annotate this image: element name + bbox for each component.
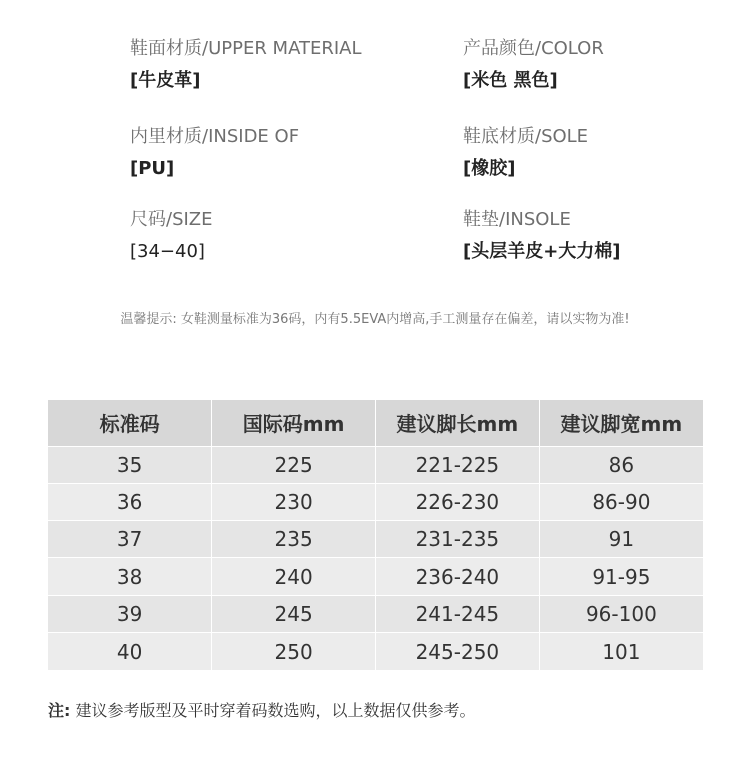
table-cell: 236-240 — [376, 558, 540, 595]
spec-color — [463, 37, 750, 93]
table-cell: 91 — [539, 521, 703, 558]
table-row — [48, 633, 703, 670]
table-cell: 241-245 — [376, 595, 540, 632]
size-table — [48, 400, 703, 670]
spec-label: 鞋底材质/SOLE — [463, 126, 589, 147]
table-cell: 40 — [116, 639, 143, 664]
header-standard-size: 标准码 — [99, 412, 160, 437]
table-cell: 226-230 — [376, 483, 540, 520]
table-row — [48, 558, 703, 595]
spec-value: [34−40] — [130, 241, 205, 262]
spec-label: 鞋垫/INSOLE — [463, 209, 571, 230]
table-cell: 36 — [116, 489, 143, 514]
table-cell: 35 — [116, 452, 143, 477]
header-intl-size: 国际码mm — [212, 400, 376, 446]
table-cell: 245-250 — [376, 633, 540, 670]
table-row — [48, 521, 703, 558]
warm-tip: 温馨提示: 女鞋测量标准为36码，内有5.5EVA内增高,手工测量存在偏差，请以实物为准! — [120, 312, 630, 327]
spec-label: 尺码/SIZE — [130, 209, 213, 230]
table-cell: 37 — [116, 527, 143, 552]
spec-size — [130, 208, 430, 264]
table-cell: 235 — [212, 521, 376, 558]
table-cell: 91-95 — [539, 558, 703, 595]
spec-value: [米色 黑色] — [463, 70, 558, 91]
table-cell: 96-100 — [539, 595, 703, 632]
spec-label: 内里材质/INSIDE OF — [130, 126, 300, 147]
table-cell: 230 — [212, 483, 376, 520]
footnote-text: 建议参考版型及平时穿着码数选购，以上数据仅供参考。 — [70, 701, 476, 720]
table-cell: 86-90 — [539, 483, 703, 520]
footnote — [48, 699, 476, 723]
spec-sole — [463, 125, 750, 181]
spec-value: [头层羊皮+大力棉] — [463, 241, 621, 262]
spec-inside — [130, 125, 430, 181]
table-cell: 38 — [116, 564, 143, 589]
footnote-prefix: 注: — [48, 701, 71, 720]
table-cell: 245 — [212, 595, 376, 632]
table-cell: 240 — [212, 558, 376, 595]
table-cell: 250 — [212, 633, 376, 670]
table-row — [48, 595, 703, 632]
spec-label: 产品颜色/COLOR — [463, 38, 604, 59]
spec-value: [PU] — [130, 158, 175, 179]
header-foot-length: 建议脚长mm — [376, 400, 540, 446]
spec-label: 鞋面材质/UPPER MATERIAL — [130, 38, 362, 59]
header-foot-width: 建议脚宽mm — [539, 400, 703, 446]
spec-value: [牛皮革] — [130, 70, 201, 91]
spec-value: [橡胶] — [463, 158, 516, 179]
spec-upper-material — [130, 37, 430, 93]
table-cell: 86 — [539, 446, 703, 483]
table-row — [48, 483, 703, 520]
spec-insole — [463, 208, 750, 264]
table-header-row — [48, 400, 703, 446]
table-cell: 225 — [212, 446, 376, 483]
table-cell: 231-235 — [376, 521, 540, 558]
table-cell: 221-225 — [376, 446, 540, 483]
table-row — [48, 446, 703, 483]
table-cell: 101 — [539, 633, 703, 670]
table-cell: 39 — [116, 601, 143, 626]
